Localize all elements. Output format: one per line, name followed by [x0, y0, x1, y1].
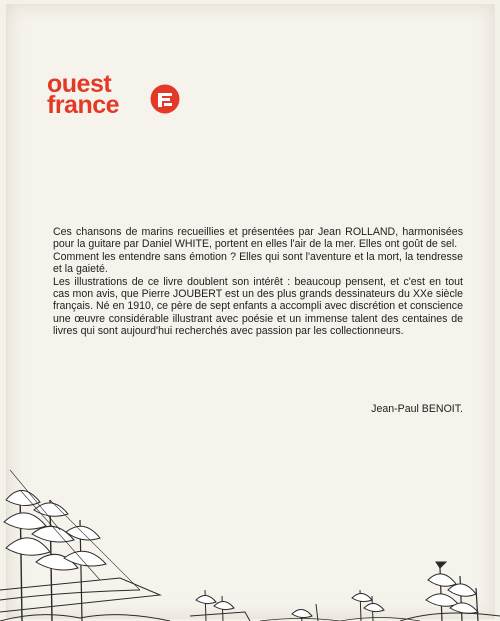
- paragraph-illustrations: Les illustrations de ce livre doublent son intérêt : beaucoup pensent, et c'est en tout cas mon avis, que Pierre JOUBERT est un des plus grands dessinateurs du XXe siècle français. Né en 1910, ce père de sept enfants a accompli avec discrétion et conscience une œuvre considérable illustrant avec poésie et un immense talent des centaines de livres qui sont aujourd'hui recherchés avec passion par les collectionneurs.: [53, 275, 463, 338]
- logo-line-ouest: ouest: [47, 70, 112, 98]
- logo-wordmark: [47, 70, 120, 119]
- ouest-france-logo: [47, 70, 187, 124]
- paragraph-intro: Ces chansons de marins recueillies et présentées par Jean ROLLAND, harmonisées pour la guitare par Daniel WHITE, portent en elles l'air de la mer. Elles ont goût de sel.: [53, 226, 463, 251]
- logo-line-france: france: [47, 91, 120, 119]
- author-signature: Jean-Paul BENOIT.: [371, 403, 463, 415]
- sailing-ships-illustration: [0, 440, 500, 621]
- logo-circle-icon: [150, 84, 180, 114]
- paragraph-emotion: Comment les entendre sans émotion ? Elles qui sont l'aventure et la mort, la tendresse et la gaieté.: [53, 250, 463, 276]
- description-text: [53, 226, 463, 338]
